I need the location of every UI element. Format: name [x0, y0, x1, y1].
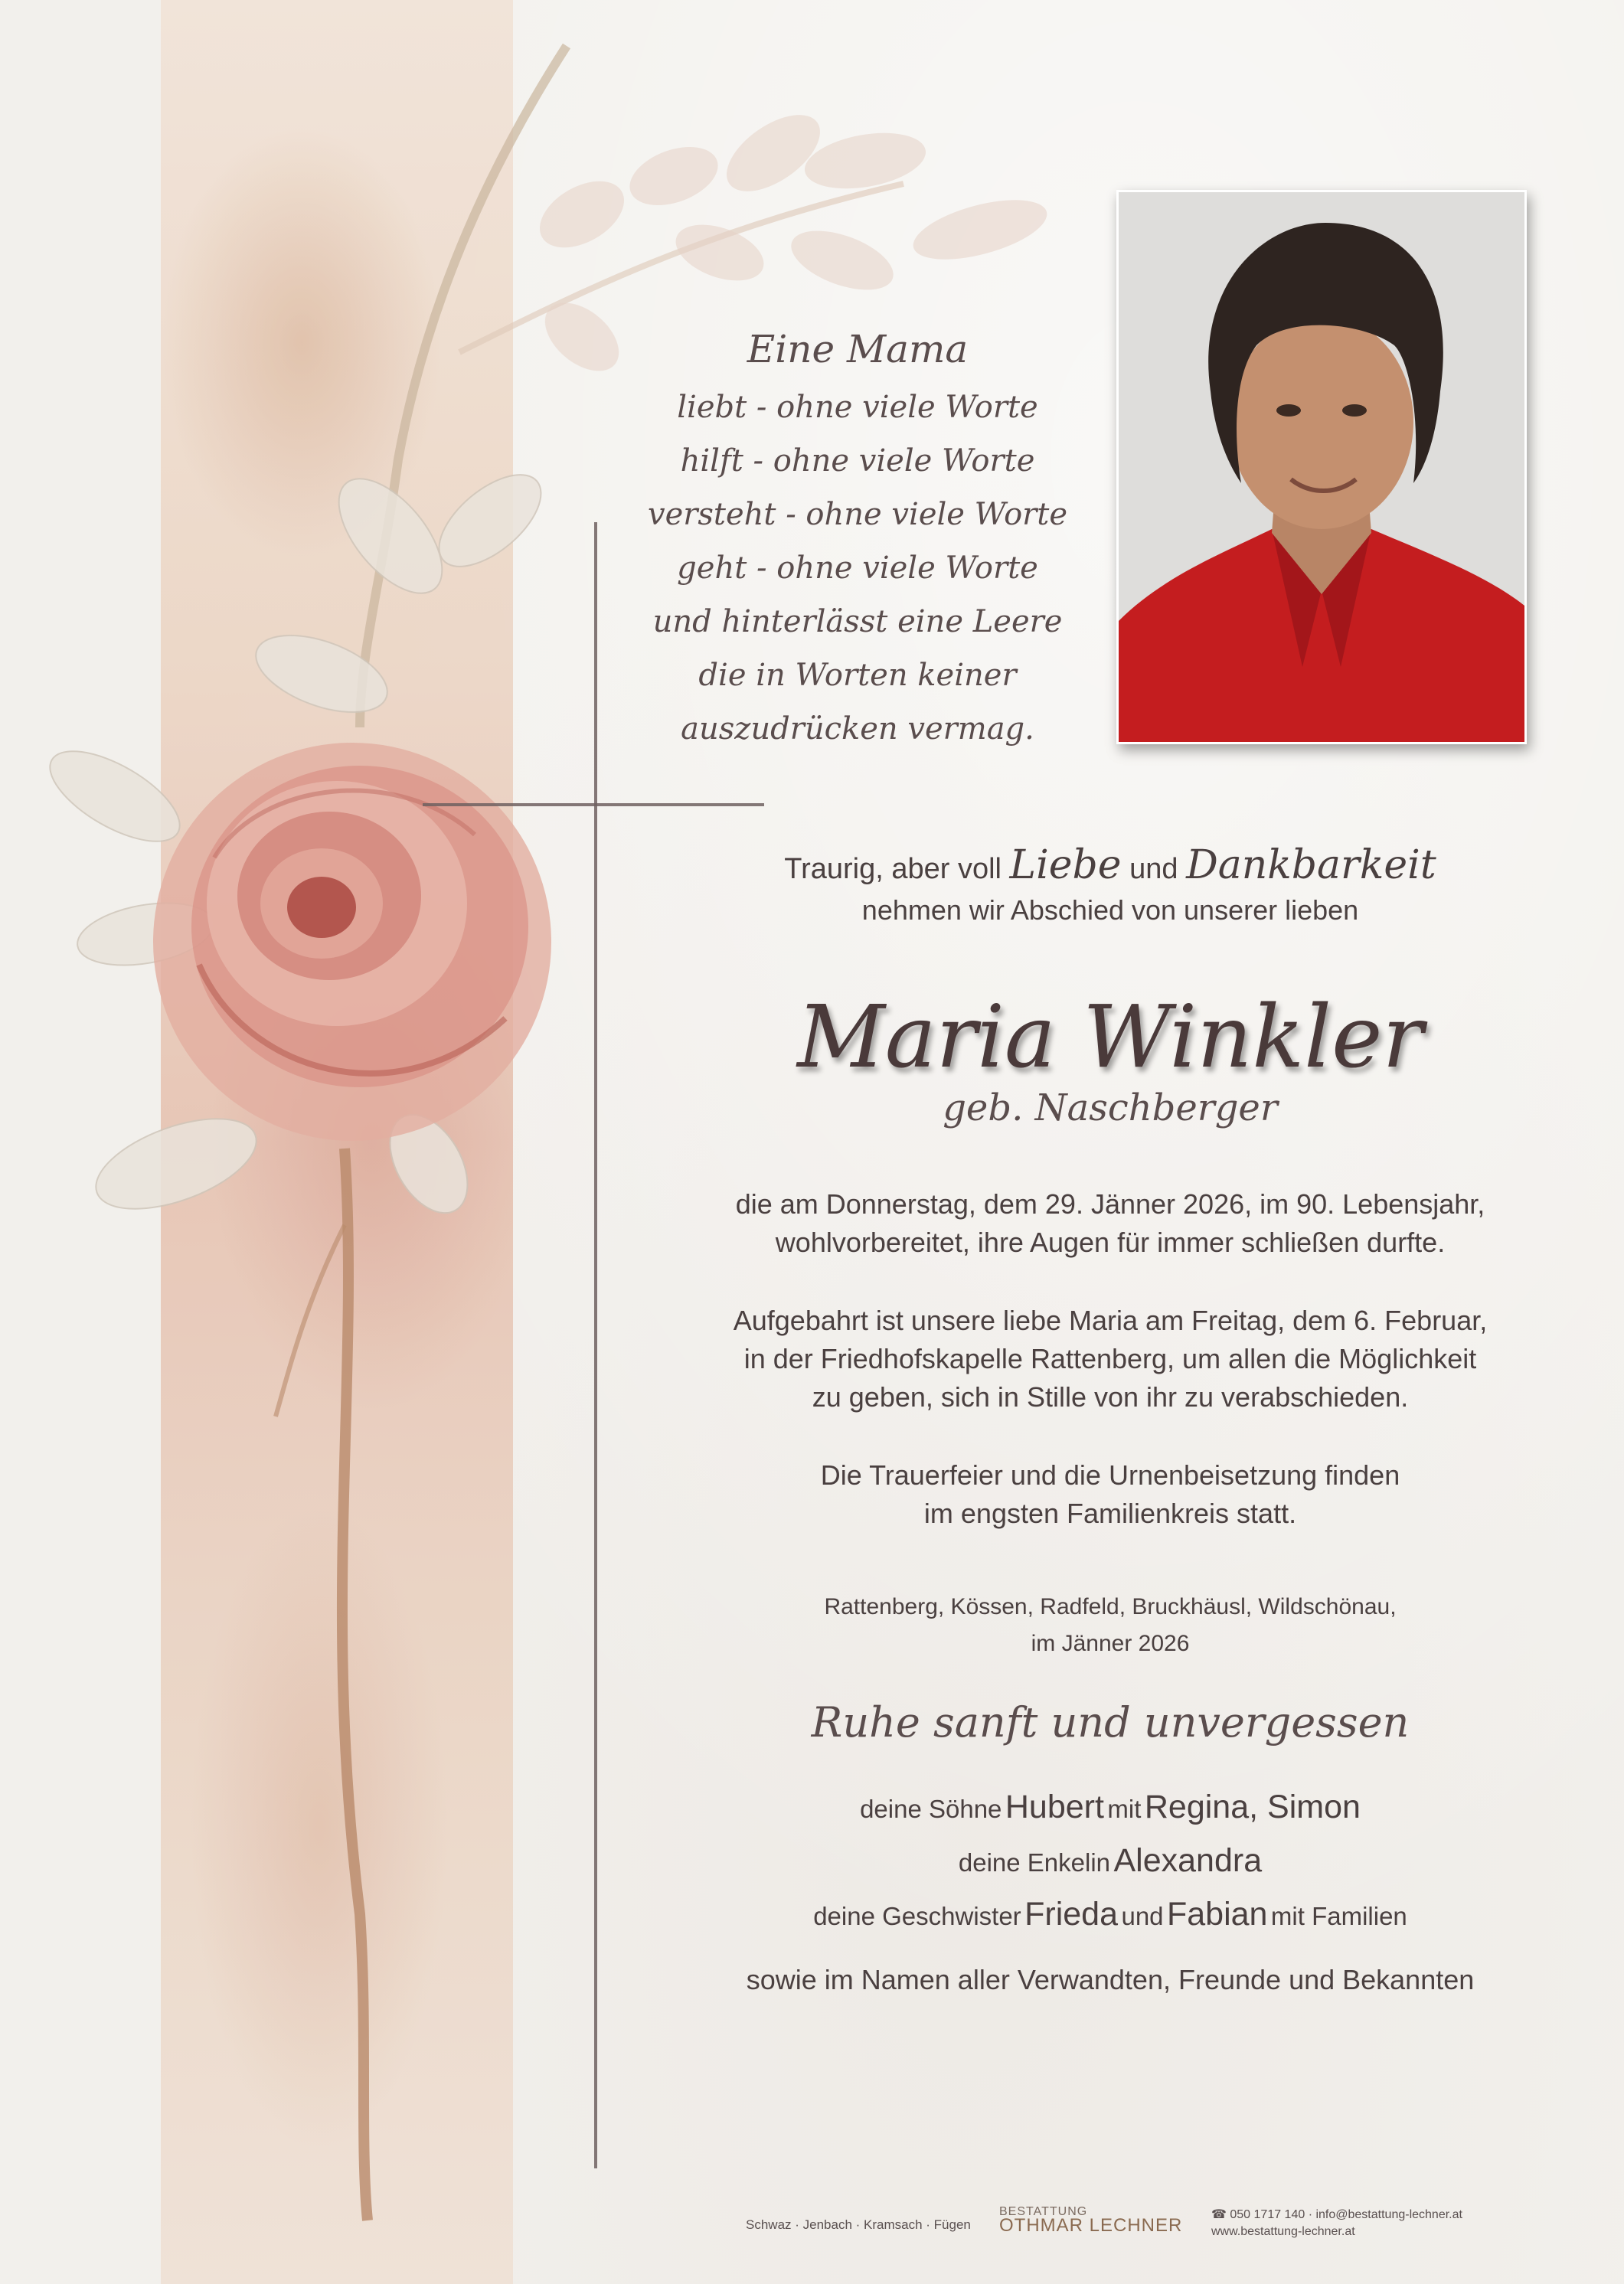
footer-locations: Schwaz · Jenbach · Kramsach · Fügen	[746, 2217, 971, 2232]
paragraph-line: wohlvorbereitet, ihre Augen für immer schließen durfte.	[775, 1227, 1446, 1258]
poem-line: und hinterlässt eine Leere	[652, 604, 1063, 639]
funeral-paragraph	[689, 1456, 1531, 1533]
portrait-photo	[1116, 190, 1527, 744]
paragraph-line: die am Donnerstag, dem 29. Jänner 2026, im 90. Lebensjahr,	[735, 1188, 1485, 1220]
paragraph-line: Aufgebahrt ist unsere liebe Maria am Freitag, dem 6. Februar,	[733, 1305, 1488, 1336]
family-name: Alexandra	[1113, 1842, 1263, 1879]
place-line: Rattenberg, Kössen, Radfeld, Bruckhäusl, Wildschönau,	[824, 1594, 1397, 1619]
rest-in-peace-line: Ruhe sanft und unvergessen	[811, 1698, 1410, 1746]
family-name: Fabian	[1166, 1896, 1268, 1933]
cross-horizontal-bar	[423, 803, 764, 806]
family-sons	[689, 1784, 1531, 1838]
logo-line-2: OTHMAR LECHNER	[999, 2215, 1183, 2236]
family-name: Hubert	[1005, 1789, 1104, 1825]
intro-word-dankbarkeit: Dankbarkeit	[1186, 842, 1436, 888]
paragraph-line: in der Friedhofskapelle Rattenberg, um allen die Möglichkeit	[743, 1343, 1477, 1374]
funeral-home-logo	[999, 2205, 1183, 2236]
intro-line-2: nehmen wir Abschied von unserer lieben	[861, 894, 1359, 926]
family-prefix: deine Geschwister	[813, 1902, 1021, 1930]
cross-vertical-bar	[594, 522, 597, 2168]
footer-phone-email: ☎ 050 1717 140 · info@bestattung-lechner.at	[1211, 2208, 1462, 2221]
family-siblings	[689, 1891, 1531, 1945]
paragraph-line: im engsten Familienkreis statt.	[923, 1498, 1297, 1529]
poem-block	[628, 318, 1087, 756]
footer-website: www.bestattung-lechner.at	[1211, 2225, 1355, 2238]
death-paragraph	[689, 1185, 1531, 1262]
poem-line: liebt - ohne viele Worte	[677, 390, 1038, 425]
family-grandchild	[689, 1838, 1531, 1891]
family-name: Frieda	[1024, 1896, 1119, 1933]
family-prefix: deine Söhne	[860, 1795, 1002, 1823]
intro-text: Traurig, aber voll	[784, 853, 1002, 885]
closing-line: sowie im Namen aller Verwandten, Freunde und Bekannten	[746, 1964, 1475, 1995]
family-connector: und	[1121, 1902, 1164, 1930]
birth-name: geb. Naschberger	[943, 1086, 1278, 1129]
poem-heading: Eine Mama	[747, 327, 969, 371]
poem-line: versteht - ohne viele Worte	[647, 497, 1068, 532]
family-connector: mit	[1107, 1795, 1142, 1823]
poem-line: auszudrücken vermag.	[681, 711, 1034, 747]
place-date	[689, 1589, 1531, 1662]
poem-line: hilft - ohne viele Worte	[680, 443, 1035, 479]
intro-line-1	[689, 842, 1531, 892]
deceased-name: Maria Winkler	[797, 988, 1423, 1087]
intro-text: und	[1129, 853, 1178, 885]
date-line: im Jänner 2026	[1031, 1631, 1190, 1656]
family-list	[689, 1784, 1531, 1945]
family-prefix: deine Enkelin	[958, 1848, 1111, 1877]
family-name: Regina, Simon	[1144, 1789, 1361, 1825]
intro-word-liebe: Liebe	[1009, 842, 1122, 888]
logo-line-1: BESTATTUNG	[999, 2205, 1088, 2218]
footer-contact	[1211, 2207, 1462, 2240]
paragraph-line: Die Trauerfeier und die Urnenbeisetzung finden	[820, 1459, 1400, 1491]
poem-line: geht - ohne viele Worte	[677, 551, 1038, 586]
viewing-paragraph	[689, 1302, 1531, 1416]
paragraph-line: zu geben, sich in Stille von ihr zu verabschieden.	[812, 1381, 1409, 1413]
family-suffix: mit Familien	[1270, 1902, 1407, 1930]
rose-bloom	[153, 743, 551, 1141]
poem-line: die in Worten keiner	[698, 658, 1017, 693]
